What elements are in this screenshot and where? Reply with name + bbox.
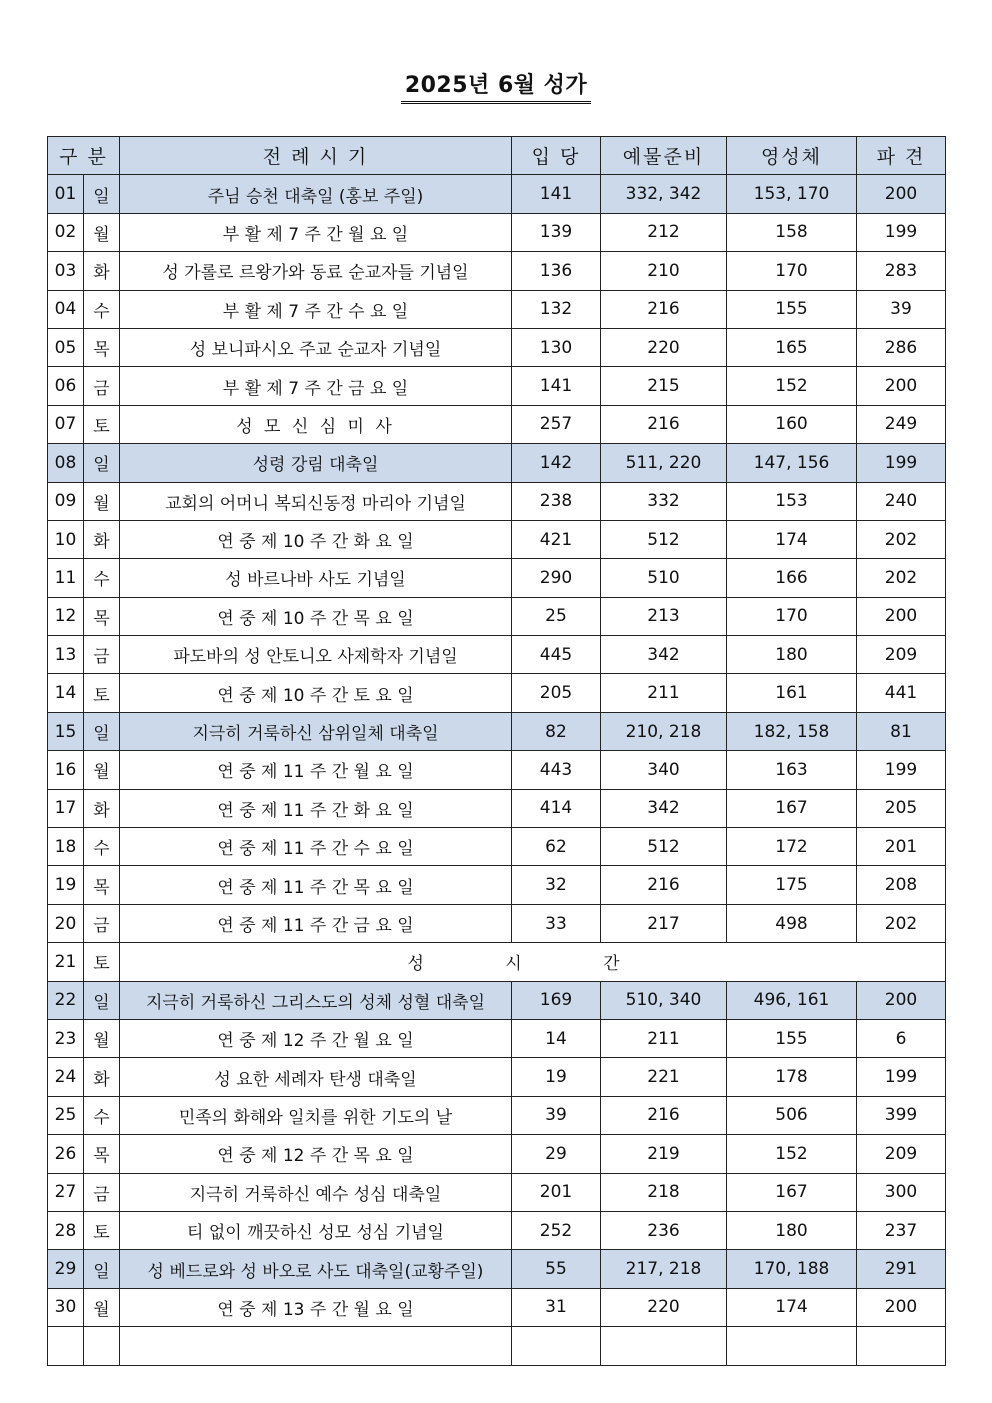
- entrance-cell: 290: [512, 559, 601, 597]
- weekday-cell: 화: [84, 789, 120, 827]
- recessional-cell: 202: [857, 520, 946, 558]
- offertory-cell: 211: [601, 674, 727, 712]
- page-title: 2025년 6월 성가: [401, 68, 591, 104]
- communion-cell: 170: [727, 597, 857, 635]
- recessional-cell: 200: [857, 981, 946, 1019]
- entrance-cell: 130: [512, 328, 601, 366]
- entrance-cell: 55: [512, 1250, 601, 1288]
- recessional-cell: 200: [857, 175, 946, 213]
- recessional-cell: 441: [857, 674, 946, 712]
- communion-cell: 160: [727, 405, 857, 443]
- entrance-cell: 169: [512, 981, 601, 1019]
- communion-cell: 153, 170: [727, 175, 857, 213]
- liturgy-cell: 성 가롤로 르왕가와 동료 순교자들 기념일: [120, 252, 512, 290]
- weekday-cell: 금: [84, 367, 120, 405]
- liturgy-cell: 연 중 제 11 주 간 월 요 일: [120, 751, 512, 789]
- day-cell: 05: [48, 328, 84, 366]
- day-cell: 29: [48, 1250, 84, 1288]
- entrance-cell: 33: [512, 904, 601, 942]
- liturgy-cell: 교회의 어머니 복되신동정 마리아 기념일: [120, 482, 512, 520]
- offertory-cell: 212: [601, 213, 727, 251]
- entrance-cell: 141: [512, 367, 601, 405]
- recessional-cell: 202: [857, 904, 946, 942]
- offertory-cell: 342: [601, 789, 727, 827]
- liturgy-cell: 연 중 제 12 주 간 목 요 일: [120, 1135, 512, 1173]
- day-cell: 17: [48, 789, 84, 827]
- day-cell: 06: [48, 367, 84, 405]
- day-cell: 25: [48, 1096, 84, 1134]
- day-cell: 18: [48, 828, 84, 866]
- liturgy-cell: [120, 1327, 512, 1365]
- entrance-cell: 29: [512, 1135, 601, 1173]
- offertory-cell: 217: [601, 904, 727, 942]
- day-cell: 23: [48, 1019, 84, 1057]
- entrance-cell: 31: [512, 1288, 601, 1326]
- table-row: [48, 1211, 946, 1249]
- table-row: [48, 290, 946, 328]
- table-row: [48, 405, 946, 443]
- header-row: [48, 137, 946, 175]
- entrance-cell: 445: [512, 636, 601, 674]
- recessional-cell: 300: [857, 1173, 946, 1211]
- communion-cell: 163: [727, 751, 857, 789]
- table-row: [48, 1288, 946, 1326]
- entrance-cell: 14: [512, 1019, 601, 1057]
- entrance-cell: 142: [512, 444, 601, 482]
- weekday-cell: 목: [84, 866, 120, 904]
- table-row: [48, 1250, 946, 1288]
- recessional-cell: 200: [857, 367, 946, 405]
- weekday-cell: 일: [84, 981, 120, 1019]
- entrance-cell: 141: [512, 175, 601, 213]
- liturgy-cell: 성 시 간: [120, 943, 946, 981]
- day-cell: 28: [48, 1211, 84, 1249]
- communion-cell: 153: [727, 482, 857, 520]
- day-cell: 30: [48, 1288, 84, 1326]
- entrance-cell: 39: [512, 1096, 601, 1134]
- recessional-cell: 199: [857, 1058, 946, 1096]
- liturgy-cell: 연 중 제 10 주 간 화 요 일: [120, 520, 512, 558]
- liturgy-cell: 성 모 신 심 미 사: [120, 405, 512, 443]
- day-cell: 02: [48, 213, 84, 251]
- offertory-cell: 215: [601, 367, 727, 405]
- day-cell: 07: [48, 405, 84, 443]
- liturgy-cell: 부 활 제 7 주 간 월 요 일: [120, 213, 512, 251]
- offertory-cell: 332: [601, 482, 727, 520]
- communion-cell: 170, 188: [727, 1250, 857, 1288]
- entrance-cell: [512, 1327, 601, 1365]
- weekday-cell: 일: [84, 175, 120, 213]
- header-entrance: 입 당: [512, 137, 601, 175]
- day-cell: 19: [48, 866, 84, 904]
- table-row: [48, 559, 946, 597]
- communion-cell: 496, 161: [727, 981, 857, 1019]
- liturgy-cell: 주님 승천 대축일 (홍보 주일): [120, 175, 512, 213]
- header-liturgy: 전 례 시 기: [120, 137, 512, 175]
- day-cell: 04: [48, 290, 84, 328]
- entrance-cell: 25: [512, 597, 601, 635]
- table-row: [48, 712, 946, 750]
- weekday-cell: 수: [84, 559, 120, 597]
- recessional-cell: 39: [857, 290, 946, 328]
- offertory-cell: 510, 340: [601, 981, 727, 1019]
- liturgy-cell: 연 중 제 10 주 간 목 요 일: [120, 597, 512, 635]
- entrance-cell: 414: [512, 789, 601, 827]
- recessional-cell: 286: [857, 328, 946, 366]
- entrance-cell: 32: [512, 866, 601, 904]
- weekday-cell: 목: [84, 328, 120, 366]
- liturgy-cell: 연 중 제 11 주 간 화 요 일: [120, 789, 512, 827]
- hymn-schedule-table: [47, 136, 946, 1366]
- offertory-cell: 340: [601, 751, 727, 789]
- weekday-cell: 금: [84, 1173, 120, 1211]
- communion-cell: 174: [727, 1288, 857, 1326]
- weekday-cell: 수: [84, 1096, 120, 1134]
- table-row: [48, 444, 946, 482]
- table-row: [48, 597, 946, 635]
- table-row: [48, 866, 946, 904]
- table-row: [48, 904, 946, 942]
- communion-cell: 161: [727, 674, 857, 712]
- table-row: [48, 1173, 946, 1211]
- day-cell: 11: [48, 559, 84, 597]
- offertory-cell: 217, 218: [601, 1250, 727, 1288]
- day-cell: [48, 1327, 84, 1365]
- weekday-cell: [84, 1327, 120, 1365]
- entrance-cell: 139: [512, 213, 601, 251]
- recessional-cell: 291: [857, 1250, 946, 1288]
- entrance-cell: 19: [512, 1058, 601, 1096]
- table-row: [48, 751, 946, 789]
- table-row: [48, 1135, 946, 1173]
- offertory-cell: 216: [601, 866, 727, 904]
- liturgy-cell: 티 없이 깨끗하신 성모 성심 기념일: [120, 1211, 512, 1249]
- offertory-cell: 216: [601, 1096, 727, 1134]
- recessional-cell: 283: [857, 252, 946, 290]
- liturgy-cell: 성 요한 세례자 탄생 대축일: [120, 1058, 512, 1096]
- table-row: [48, 367, 946, 405]
- weekday-cell: 월: [84, 1019, 120, 1057]
- offertory-cell: 219: [601, 1135, 727, 1173]
- table-row: [48, 1019, 946, 1057]
- weekday-cell: 토: [84, 405, 120, 443]
- day-cell: 13: [48, 636, 84, 674]
- weekday-cell: 화: [84, 252, 120, 290]
- table-row: [48, 981, 946, 1019]
- weekday-cell: 화: [84, 1058, 120, 1096]
- weekday-cell: 수: [84, 828, 120, 866]
- offertory-cell: 342: [601, 636, 727, 674]
- table-row: [48, 674, 946, 712]
- weekday-cell: 화: [84, 520, 120, 558]
- offertory-cell: [601, 1327, 727, 1365]
- table-row: [48, 1327, 946, 1365]
- communion-cell: 180: [727, 1211, 857, 1249]
- offertory-cell: 220: [601, 1288, 727, 1326]
- offertory-cell: 511, 220: [601, 444, 727, 482]
- weekday-cell: 수: [84, 290, 120, 328]
- offertory-cell: 218: [601, 1173, 727, 1211]
- liturgy-cell: 성 보니파시오 주교 순교자 기념일: [120, 328, 512, 366]
- weekday-cell: 토: [84, 674, 120, 712]
- liturgy-cell: 연 중 제 11 주 간 목 요 일: [120, 866, 512, 904]
- day-cell: 08: [48, 444, 84, 482]
- recessional-cell: 249: [857, 405, 946, 443]
- table-row: [48, 1058, 946, 1096]
- liturgy-cell: 성령 강림 대축일: [120, 444, 512, 482]
- day-cell: 27: [48, 1173, 84, 1211]
- liturgy-cell: 연 중 제 11 주 간 수 요 일: [120, 828, 512, 866]
- liturgy-cell: 민족의 화해와 일치를 위한 기도의 날: [120, 1096, 512, 1134]
- day-cell: 15: [48, 712, 84, 750]
- day-cell: 24: [48, 1058, 84, 1096]
- table-row: [48, 175, 946, 213]
- communion-cell: 498: [727, 904, 857, 942]
- communion-cell: 174: [727, 520, 857, 558]
- liturgy-cell: 연 중 제 13 주 간 월 요 일: [120, 1288, 512, 1326]
- offertory-cell: 211: [601, 1019, 727, 1057]
- entrance-cell: 82: [512, 712, 601, 750]
- recessional-cell: 399: [857, 1096, 946, 1134]
- liturgy-cell: 성 바르나바 사도 기념일: [120, 559, 512, 597]
- weekday-cell: 토: [84, 1211, 120, 1249]
- recessional-cell: 201: [857, 828, 946, 866]
- weekday-cell: 월: [84, 751, 120, 789]
- entrance-cell: 132: [512, 290, 601, 328]
- communion-cell: 180: [727, 636, 857, 674]
- offertory-cell: 510: [601, 559, 727, 597]
- liturgy-cell: 파도바의 성 안토니오 사제학자 기념일: [120, 636, 512, 674]
- entrance-cell: 252: [512, 1211, 601, 1249]
- communion-cell: 158: [727, 213, 857, 251]
- liturgy-cell: 부 활 제 7 주 간 수 요 일: [120, 290, 512, 328]
- communion-cell: 167: [727, 789, 857, 827]
- table-row: [48, 636, 946, 674]
- recessional-cell: 205: [857, 789, 946, 827]
- day-cell: 16: [48, 751, 84, 789]
- entrance-cell: 443: [512, 751, 601, 789]
- weekday-cell: 목: [84, 1135, 120, 1173]
- table-row: [48, 328, 946, 366]
- communion-cell: 155: [727, 290, 857, 328]
- day-cell: 21: [48, 943, 84, 981]
- entrance-cell: 238: [512, 482, 601, 520]
- recessional-cell: 81: [857, 712, 946, 750]
- offertory-cell: 512: [601, 520, 727, 558]
- table-row: [48, 213, 946, 251]
- table-row: [48, 1096, 946, 1134]
- entrance-cell: 62: [512, 828, 601, 866]
- communion-cell: 165: [727, 328, 857, 366]
- table-row: [48, 520, 946, 558]
- offertory-cell: 213: [601, 597, 727, 635]
- header-recessional: 파 견: [857, 137, 946, 175]
- day-cell: 20: [48, 904, 84, 942]
- offertory-cell: 236: [601, 1211, 727, 1249]
- offertory-cell: 216: [601, 290, 727, 328]
- header-offertory: 예물준비: [601, 137, 727, 175]
- entrance-cell: 201: [512, 1173, 601, 1211]
- weekday-cell: 월: [84, 213, 120, 251]
- entrance-cell: 421: [512, 520, 601, 558]
- day-cell: 03: [48, 252, 84, 290]
- offertory-cell: 332, 342: [601, 175, 727, 213]
- entrance-cell: 257: [512, 405, 601, 443]
- weekday-cell: 일: [84, 712, 120, 750]
- recessional-cell: 200: [857, 597, 946, 635]
- communion-cell: 166: [727, 559, 857, 597]
- recessional-cell: [857, 1327, 946, 1365]
- liturgy-cell: 지극히 거룩하신 예수 성심 대축일: [120, 1173, 512, 1211]
- recessional-cell: 199: [857, 213, 946, 251]
- communion-cell: 155: [727, 1019, 857, 1057]
- recessional-cell: 209: [857, 1135, 946, 1173]
- communion-cell: 167: [727, 1173, 857, 1211]
- communion-cell: 170: [727, 252, 857, 290]
- communion-cell: 152: [727, 1135, 857, 1173]
- liturgy-cell: 지극히 거룩하신 삼위일체 대축일: [120, 712, 512, 750]
- communion-cell: 147, 156: [727, 444, 857, 482]
- day-cell: 10: [48, 520, 84, 558]
- weekday-cell: 금: [84, 904, 120, 942]
- liturgy-cell: 지극히 거룩하신 그리스도의 성체 성혈 대축일: [120, 981, 512, 1019]
- communion-cell: 172: [727, 828, 857, 866]
- title-wrap: [0, 68, 992, 104]
- liturgy-cell: 연 중 제 11 주 간 금 요 일: [120, 904, 512, 942]
- table-row: [48, 943, 946, 981]
- offertory-cell: 512: [601, 828, 727, 866]
- offertory-cell: 221: [601, 1058, 727, 1096]
- offertory-cell: 210: [601, 252, 727, 290]
- offertory-cell: 210, 218: [601, 712, 727, 750]
- entrance-cell: 136: [512, 252, 601, 290]
- table-row: [48, 828, 946, 866]
- offertory-cell: 220: [601, 328, 727, 366]
- day-cell: 22: [48, 981, 84, 1019]
- weekday-cell: 일: [84, 444, 120, 482]
- weekday-cell: 금: [84, 636, 120, 674]
- communion-cell: 178: [727, 1058, 857, 1096]
- communion-cell: 182, 158: [727, 712, 857, 750]
- day-cell: 14: [48, 674, 84, 712]
- communion-cell: 506: [727, 1096, 857, 1134]
- recessional-cell: 6: [857, 1019, 946, 1057]
- communion-cell: 152: [727, 367, 857, 405]
- recessional-cell: 200: [857, 1288, 946, 1326]
- communion-cell: [727, 1327, 857, 1365]
- weekday-cell: 토: [84, 943, 120, 981]
- header-category: 구 분: [48, 137, 120, 175]
- recessional-cell: 208: [857, 866, 946, 904]
- entrance-cell: 205: [512, 674, 601, 712]
- recessional-cell: 199: [857, 751, 946, 789]
- table-row: [48, 789, 946, 827]
- liturgy-cell: 연 중 제 10 주 간 토 요 일: [120, 674, 512, 712]
- weekday-cell: 목: [84, 597, 120, 635]
- recessional-cell: 209: [857, 636, 946, 674]
- day-cell: 09: [48, 482, 84, 520]
- table-row: [48, 252, 946, 290]
- day-cell: 01: [48, 175, 84, 213]
- recessional-cell: 202: [857, 559, 946, 597]
- weekday-cell: 일: [84, 1250, 120, 1288]
- liturgy-cell: 연 중 제 12 주 간 월 요 일: [120, 1019, 512, 1057]
- header-communion: 영성체: [727, 137, 857, 175]
- liturgy-cell: 성 베드로와 성 바오로 사도 대축일(교황주일): [120, 1250, 512, 1288]
- recessional-cell: 237: [857, 1211, 946, 1249]
- recessional-cell: 240: [857, 482, 946, 520]
- day-cell: 26: [48, 1135, 84, 1173]
- weekday-cell: 월: [84, 1288, 120, 1326]
- recessional-cell: 199: [857, 444, 946, 482]
- offertory-cell: 216: [601, 405, 727, 443]
- communion-cell: 175: [727, 866, 857, 904]
- day-cell: 12: [48, 597, 84, 635]
- table-row: [48, 482, 946, 520]
- liturgy-cell: 부 활 제 7 주 간 금 요 일: [120, 367, 512, 405]
- weekday-cell: 월: [84, 482, 120, 520]
